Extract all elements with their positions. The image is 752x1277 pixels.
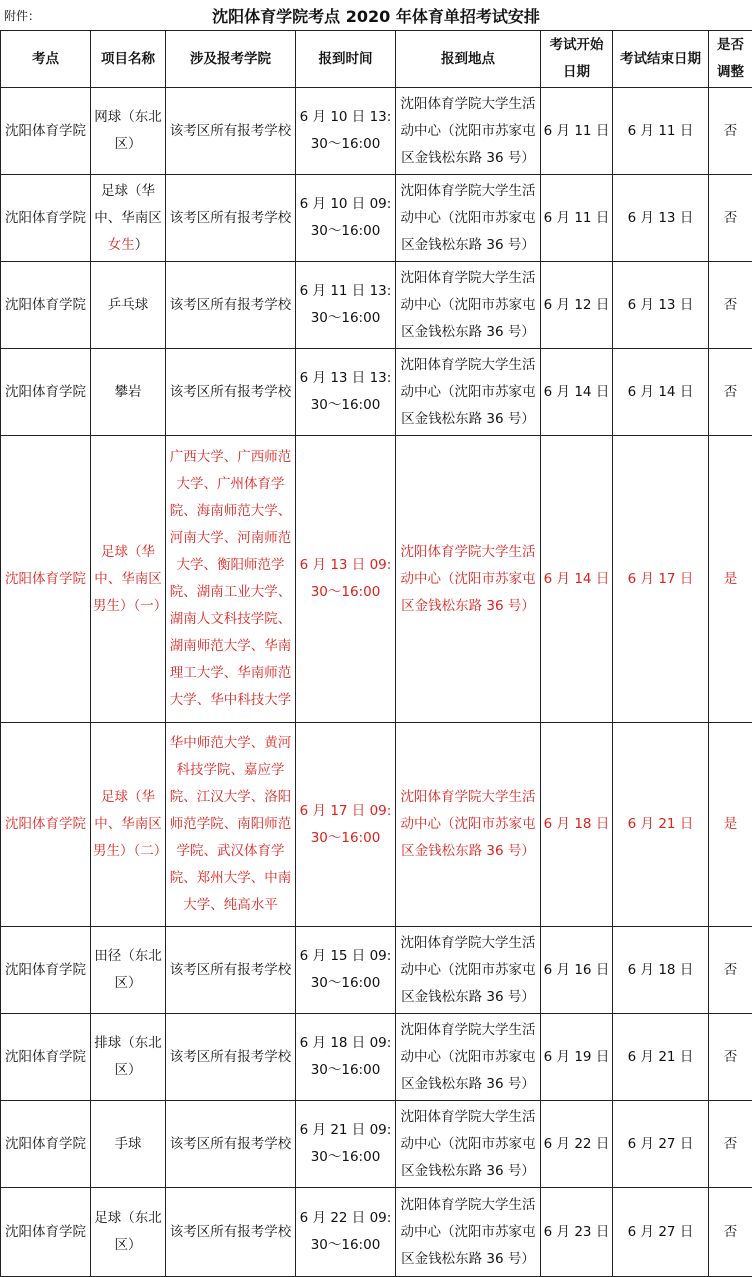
- cell-place: 沈阳体育学院大学生活动中心（沈阳市苏家屯区金钱松东路 36 号）: [396, 436, 541, 723]
- cell-end: 6 月 14 日: [613, 349, 709, 436]
- cell-start: 6 月 14 日: [541, 349, 613, 436]
- cell-schools: 该考区所有报考学校: [166, 1101, 296, 1188]
- cell-end: 6 月 13 日: [613, 175, 709, 262]
- cell-place: 沈阳体育学院大学生活动中心（沈阳市苏家屯区金钱松东路 36 号）: [396, 1014, 541, 1101]
- cell-place: 沈阳体育学院大学生活动中心（沈阳市苏家屯区金钱松东路 36 号）: [396, 88, 541, 175]
- table-row: [1, 1101, 752, 1188]
- table-row: [1, 1188, 752, 1277]
- cell-time: 6 月 18 日 09:30～16:00: [296, 1014, 396, 1101]
- cell-time: 6 月 21 日 09:30～16:00: [296, 1101, 396, 1188]
- cell-time: 6 月 13 日 13:30～16:00: [296, 349, 396, 436]
- table-row: [1, 349, 752, 436]
- cell-adjusted: 否: [709, 1014, 752, 1101]
- header-item: 项目名称: [91, 31, 166, 88]
- item-highlight: 女生: [108, 237, 135, 253]
- cell-place: 沈阳体育学院大学生活动中心（沈阳市苏家屯区金钱松东路 36 号）: [396, 175, 541, 262]
- cell-item: 攀岩: [91, 349, 166, 436]
- header-site: 考点: [1, 31, 91, 88]
- table-row: [1, 1014, 752, 1101]
- cell-start: 6 月 14 日: [541, 436, 613, 723]
- cell-start: 6 月 11 日: [541, 88, 613, 175]
- cell-schools: 该考区所有报考学校: [166, 1188, 296, 1277]
- cell-end: 6 月 13 日: [613, 262, 709, 349]
- cell-site: 沈阳体育学院: [1, 436, 91, 723]
- cell-site: 沈阳体育学院: [1, 1014, 91, 1101]
- cell-adjusted: 是: [709, 436, 752, 723]
- cell-end: 6 月 21 日: [613, 723, 709, 927]
- cell-start: 6 月 11 日: [541, 175, 613, 262]
- cell-item: 手球: [91, 1101, 166, 1188]
- page-header: [0, 0, 752, 30]
- table-row: [1, 262, 752, 349]
- cell-time: 6 月 22 日 09:30～16:00: [296, 1188, 396, 1277]
- cell-place: 沈阳体育学院大学生活动中心（沈阳市苏家屯区金钱松东路 36 号）: [396, 262, 541, 349]
- cell-time: 6 月 11 日 13:30～16:00: [296, 262, 396, 349]
- header-checkin-time: 报到时间: [296, 31, 396, 88]
- schedule-table: [0, 30, 752, 1277]
- cell-site: 沈阳体育学院: [1, 1188, 91, 1277]
- header-checkin-place: 报到地点: [396, 31, 541, 88]
- cell-schools: 该考区所有报考学校: [166, 262, 296, 349]
- header-schools: 涉及报考学院: [166, 31, 296, 88]
- table-row: [1, 723, 752, 927]
- cell-site: 沈阳体育学院: [1, 175, 91, 262]
- item-text: 足球（华中、华南区: [94, 183, 162, 226]
- cell-item: 足球（东北区）: [91, 1188, 166, 1277]
- header-start-date: 考试开始日期: [541, 31, 613, 88]
- cell-adjusted: 是: [709, 723, 752, 927]
- cell-place: 沈阳体育学院大学生活动中心（沈阳市苏家屯区金钱松东路 36 号）: [396, 349, 541, 436]
- cell-start: 6 月 23 日: [541, 1188, 613, 1277]
- header-adjusted: 是否调整: [709, 31, 752, 88]
- item-tail: ）: [135, 237, 149, 253]
- cell-end: 6 月 27 日: [613, 1101, 709, 1188]
- cell-adjusted: 否: [709, 262, 752, 349]
- table-header-row: [1, 31, 752, 88]
- cell-item: 田径（东北区）: [91, 927, 166, 1014]
- cell-start: 6 月 18 日: [541, 723, 613, 927]
- cell-schools: 广西大学、广西师范大学、广州体育学院、海南师范大学、河南大学、河南师范大学、衡阳师范学院、湖南工业大学、湖南人文科技学院、湖南师范大学、华南理工大学、华南师范大学、华中科技大学: [166, 436, 296, 723]
- cell-site: 沈阳体育学院: [1, 723, 91, 927]
- table-row: [1, 436, 752, 723]
- cell-place: 沈阳体育学院大学生活动中心（沈阳市苏家屯区金钱松东路 36 号）: [396, 723, 541, 927]
- cell-site: 沈阳体育学院: [1, 262, 91, 349]
- cell-time: 6 月 10 日 13:30～16:00: [296, 88, 396, 175]
- cell-schools: 该考区所有报考学校: [166, 349, 296, 436]
- cell-end: 6 月 18 日: [613, 927, 709, 1014]
- cell-place: 沈阳体育学院大学生活动中心（沈阳市苏家屯区金钱松东路 36 号）: [396, 1188, 541, 1277]
- table-row: [1, 175, 752, 262]
- cell-start: 6 月 19 日: [541, 1014, 613, 1101]
- cell-schools: 华中师范大学、黄河科技学院、嘉应学院、江汉大学、洛阳师范学院、南阳师范学院、武汉体育学院、郑州大学、中南大学、纯高水平: [166, 723, 296, 927]
- cell-item: [91, 175, 166, 262]
- cell-end: 6 月 11 日: [613, 88, 709, 175]
- cell-item: 足球（华中、华南区男生）（二）: [91, 723, 166, 927]
- cell-end: 6 月 21 日: [613, 1014, 709, 1101]
- cell-time: 6 月 13 日 09:30～16:00: [296, 436, 396, 723]
- cell-start: 6 月 16 日: [541, 927, 613, 1014]
- cell-adjusted: 否: [709, 927, 752, 1014]
- cell-schools: 该考区所有报考学校: [166, 1014, 296, 1101]
- page-title: 沈阳体育学院考点 2020 年体育单招考试安排: [0, 4, 752, 27]
- cell-place: 沈阳体育学院大学生活动中心（沈阳市苏家屯区金钱松东路 36 号）: [396, 1101, 541, 1188]
- cell-adjusted: 否: [709, 1188, 752, 1277]
- cell-site: 沈阳体育学院: [1, 88, 91, 175]
- cell-adjusted: 否: [709, 175, 752, 262]
- cell-adjusted: 否: [709, 349, 752, 436]
- table-row: [1, 88, 752, 175]
- cell-item: 排球（东北区）: [91, 1014, 166, 1101]
- cell-time: 6 月 10 日 09:30～16:00: [296, 175, 396, 262]
- cell-end: 6 月 27 日: [613, 1188, 709, 1277]
- cell-start: 6 月 22 日: [541, 1101, 613, 1188]
- cell-item: 网球（东北区）: [91, 88, 166, 175]
- cell-schools: 该考区所有报考学校: [166, 175, 296, 262]
- cell-schools: 该考区所有报考学校: [166, 927, 296, 1014]
- cell-site: 沈阳体育学院: [1, 349, 91, 436]
- cell-start: 6 月 12 日: [541, 262, 613, 349]
- cell-item: 乒乓球: [91, 262, 166, 349]
- cell-schools: 该考区所有报考学校: [166, 88, 296, 175]
- header-end-date: 考试结束日期: [613, 31, 709, 88]
- cell-time: 6 月 17 日 09:30～16:00: [296, 723, 396, 927]
- cell-adjusted: 否: [709, 1101, 752, 1188]
- cell-end: 6 月 17 日: [613, 436, 709, 723]
- attachment-label: 附件：: [4, 7, 40, 24]
- cell-place: 沈阳体育学院大学生活动中心（沈阳市苏家屯区金钱松东路 36 号）: [396, 927, 541, 1014]
- cell-site: 沈阳体育学院: [1, 927, 91, 1014]
- table-row: [1, 927, 752, 1014]
- cell-time: 6 月 15 日 09:30～16:00: [296, 927, 396, 1014]
- cell-adjusted: 否: [709, 88, 752, 175]
- cell-site: 沈阳体育学院: [1, 1101, 91, 1188]
- cell-item: 足球（华中、华南区男生）（一）: [91, 436, 166, 723]
